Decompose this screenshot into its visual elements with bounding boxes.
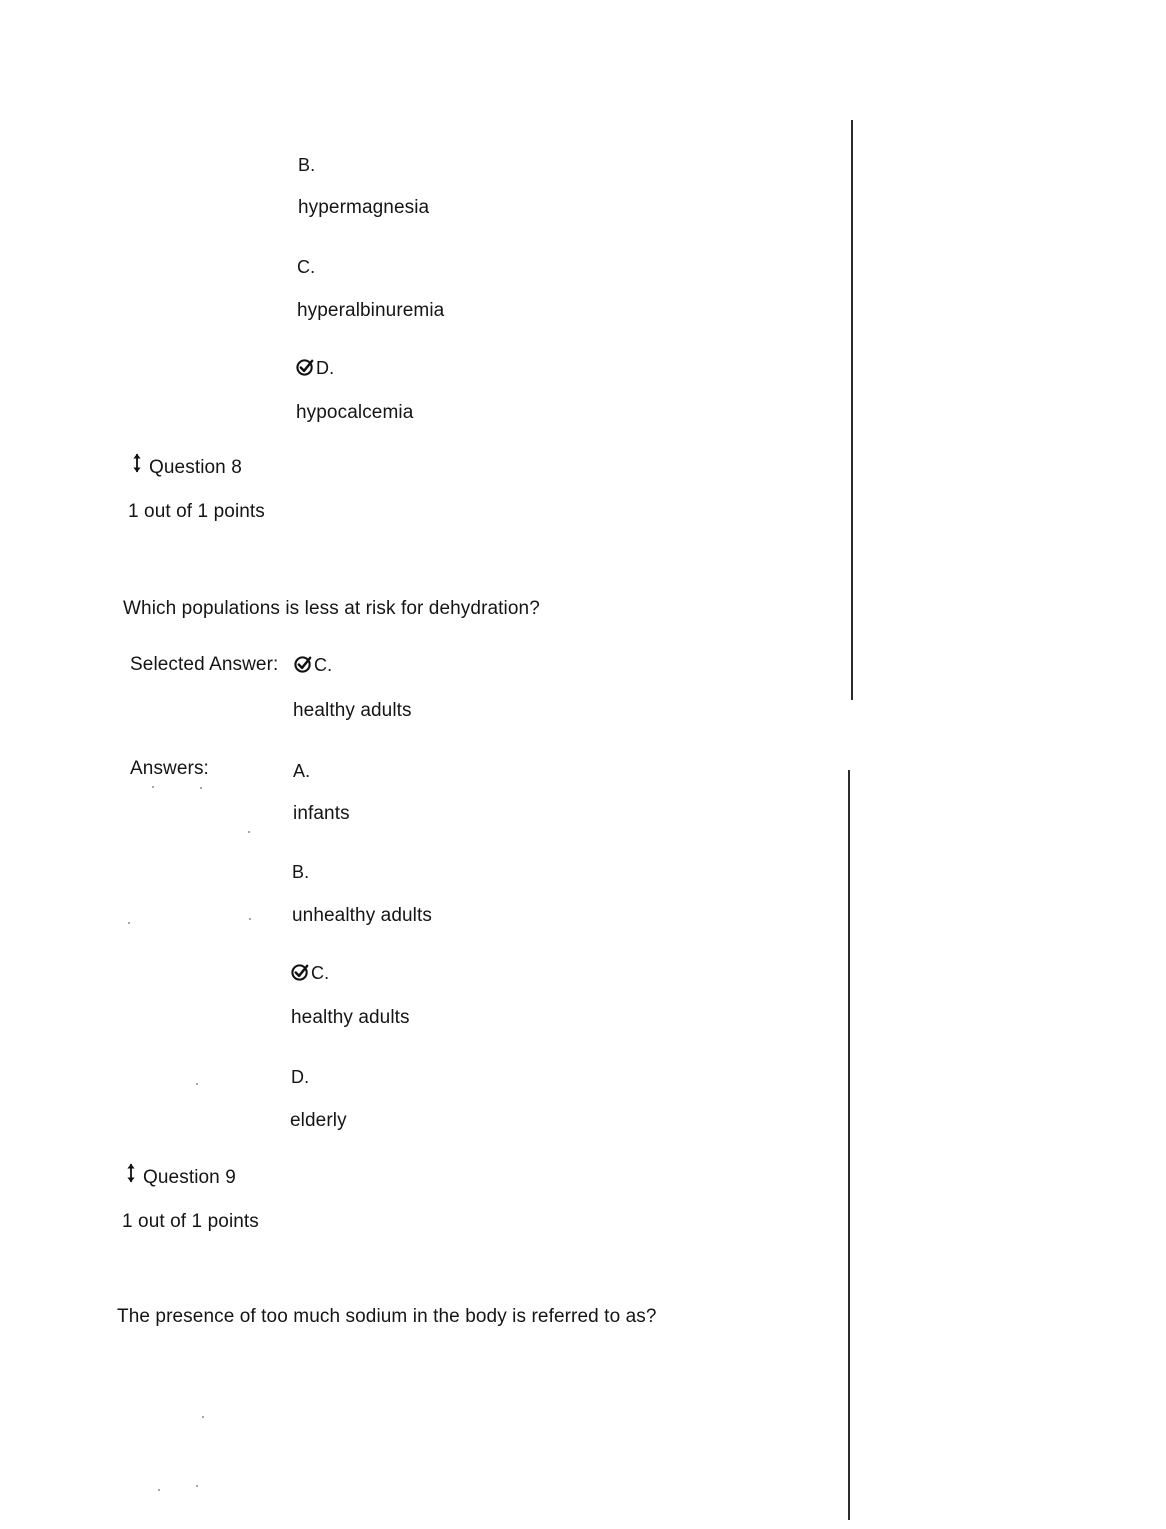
question-9-points: 1 out of 1 points — [122, 1211, 259, 1232]
question-9-prompt: The presence of too much sodium in the body is referred to as? — [117, 1306, 657, 1327]
check-mark-icon — [294, 655, 313, 674]
q8-answer-d-letter: D. — [291, 1067, 310, 1087]
scan-speck — [158, 1489, 160, 1491]
q7-option-d-row — [296, 357, 334, 379]
q7-option-d-text: hypocalcemia — [296, 402, 414, 423]
scan-speck — [200, 787, 202, 789]
selected-answer-letter: C. — [314, 655, 333, 675]
question-8-points: 1 out of 1 points — [128, 501, 265, 522]
scan-speck — [196, 1083, 198, 1085]
selected-answer-text: healthy adults — [293, 700, 412, 721]
q8-answer-b-letter: B. — [292, 862, 310, 882]
selected-answer-label: Selected Answer: — [130, 654, 279, 675]
q8-answer-a-text: infants — [293, 803, 350, 824]
question-8-title: Question 8 — [149, 457, 242, 478]
question-8-prompt: Which populations is less at risk for dehydration? — [123, 598, 540, 619]
right-margin-rule — [851, 120, 853, 700]
selected-answer-row — [294, 654, 332, 676]
check-mark-icon — [291, 963, 310, 982]
scan-speck — [202, 1416, 204, 1418]
scan-speck — [196, 1485, 198, 1487]
q8-answer-c-text: healthy adults — [291, 1007, 410, 1028]
up-down-arrow-icon[interactable] — [132, 453, 142, 473]
right-margin-rule-lower — [848, 770, 850, 1520]
q8-answer-c-letter: C. — [311, 963, 330, 983]
question-9-title: Question 9 — [143, 1167, 236, 1188]
q8-answer-b-text: unhealthy adults — [292, 905, 432, 926]
question-8-header[interactable] — [132, 453, 242, 479]
scan-speck — [249, 918, 251, 920]
q7-option-c-letter: C. — [297, 257, 316, 277]
q7-option-b-text: hypermagnesia — [298, 197, 430, 218]
q8-answer-d-text: elderly — [290, 1110, 347, 1131]
q8-answer-a-letter: A. — [293, 761, 311, 781]
q7-option-b-letter: B. — [298, 155, 316, 175]
answers-label: Answers: — [130, 758, 209, 779]
scan-speck — [248, 831, 250, 833]
question-9-header[interactable] — [126, 1163, 236, 1189]
scan-speck — [128, 922, 130, 924]
q7-option-c-text: hyperalbinuremia — [297, 300, 445, 321]
scan-speck — [152, 786, 154, 788]
q7-option-d-letter: D. — [316, 358, 335, 378]
q8-answer-c-row — [291, 962, 329, 984]
up-down-arrow-icon[interactable] — [126, 1163, 136, 1183]
check-mark-icon — [296, 358, 315, 377]
